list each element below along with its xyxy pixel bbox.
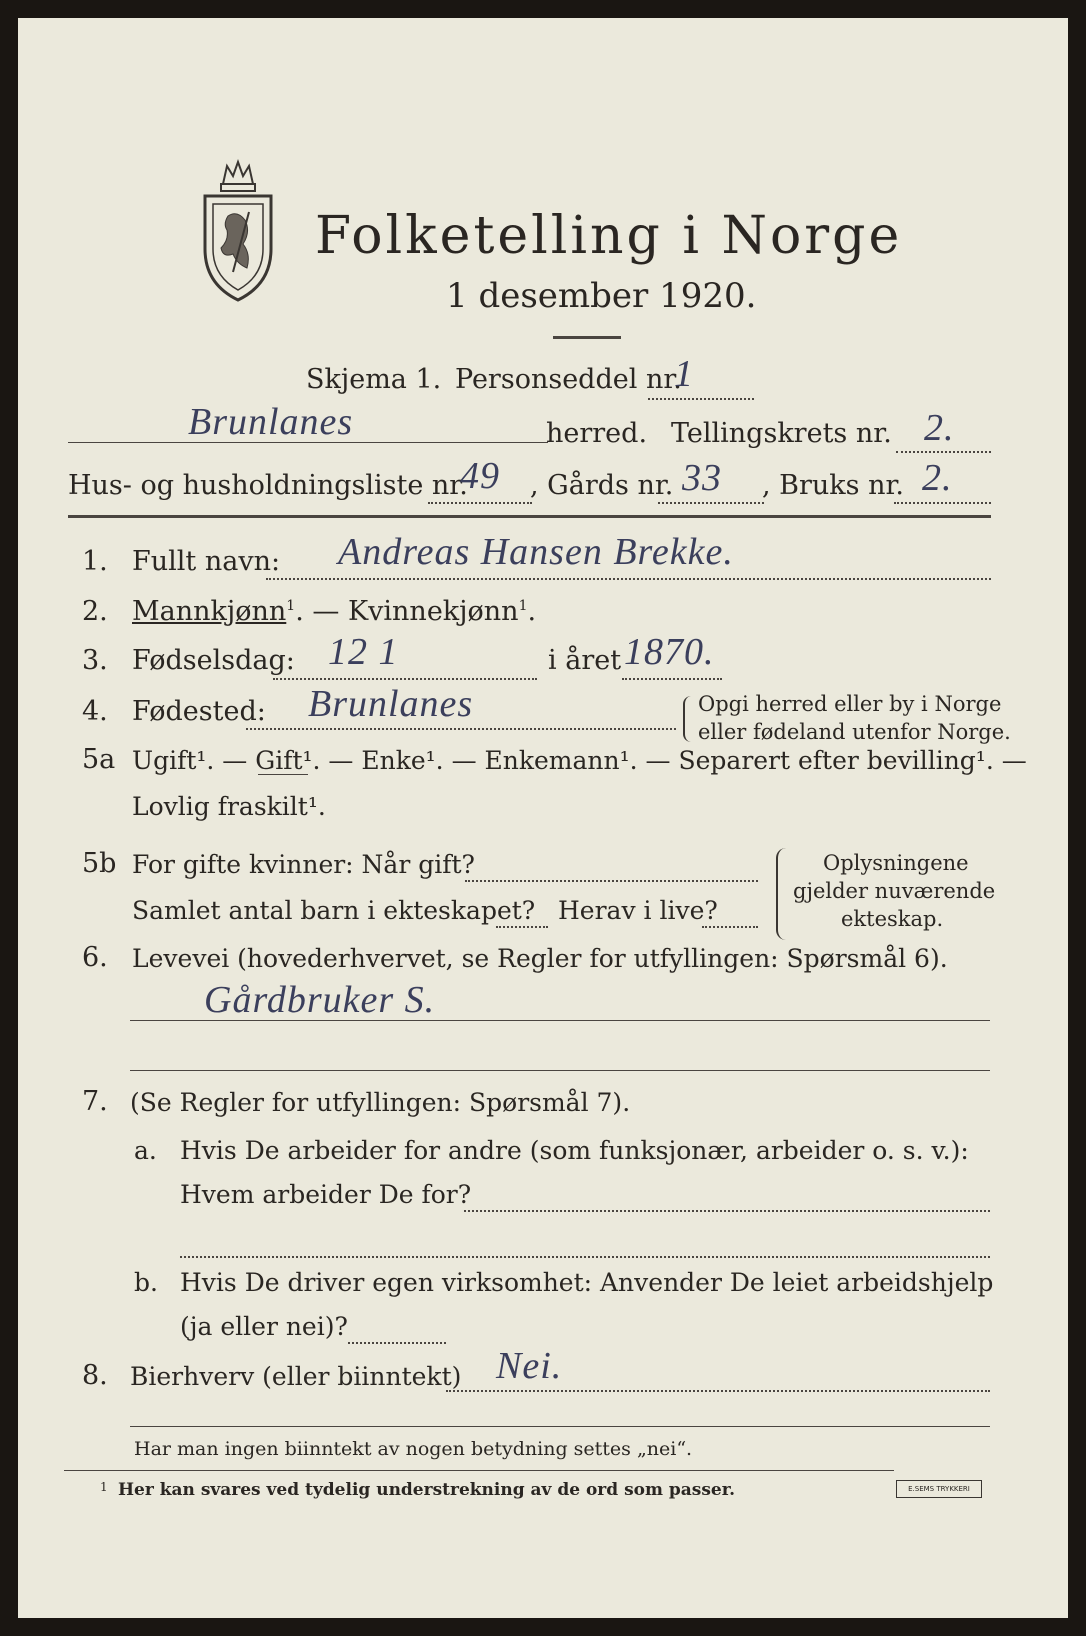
side-income-line-2: [130, 1426, 990, 1427]
q7a-line1: Hvis De arbeider for andre (som funksjonær, arbeider o. s. v.):: [180, 1136, 969, 1165]
q5b-note-3: ekteskap.: [841, 907, 944, 931]
year-label: i året: [548, 645, 622, 676]
full-name-value: Andreas Hansen Brekke.: [338, 531, 734, 573]
footnote-text: Her kan svares ved tydelig understrekning av de ord som passer.: [118, 1480, 736, 1500]
q2-sup1: 1: [286, 598, 296, 614]
year-line: [622, 678, 722, 680]
q3-label: Fødselsdag:: [132, 645, 295, 676]
q2-number: 2.: [82, 596, 108, 627]
footer-divider: [64, 1470, 894, 1471]
q2-sup2: 1: [518, 598, 528, 614]
tellingskrets-line: [896, 451, 991, 453]
q7b-line2: (ja eller nei)?: [180, 1312, 348, 1341]
q2-end: .: [527, 596, 537, 627]
personseddel-label: Personseddel nr.: [455, 364, 682, 395]
occupation-line-2: [130, 1070, 990, 1071]
bruks-label: , Bruks nr.: [762, 470, 905, 501]
q4-label: Fødested:: [132, 696, 266, 727]
birthday-value: 12 1: [328, 631, 399, 673]
married-when-line: [465, 880, 758, 882]
schema-label: Skjema 1.: [306, 364, 442, 395]
q7-number: 7.: [82, 1086, 108, 1117]
q5b-line1: For gifte kvinner: Når gift?: [132, 850, 475, 879]
q5b-note-2: gjelder nuværende: [793, 879, 996, 903]
q7-label: (Se Regler for utfyllingen: Spørsmål 7).: [130, 1088, 631, 1117]
gards-line: [658, 502, 764, 504]
header-divider: [68, 515, 991, 518]
side-income-value: Nei.: [496, 1345, 563, 1387]
q5b-children-label: Samlet antal barn i ekteskapet?: [132, 896, 536, 925]
q2-options: [132, 596, 536, 627]
q7b-letter: b.: [134, 1268, 158, 1297]
q5b-note-1: Oplysningene: [823, 851, 969, 875]
q4-note-2: eller fødeland utenfor Norge.: [698, 720, 1011, 744]
q2-dash: . —: [295, 596, 340, 627]
herred-label: herred.: [546, 418, 648, 449]
children-count-line: [496, 926, 548, 928]
census-date: 1 desember 1920.: [446, 276, 757, 316]
occupation-value: Gårdbruker S.: [204, 979, 436, 1021]
q7b-line1: Hvis De driver egen virksomhet: Anvender De leiet arbeidshjelp: [180, 1268, 994, 1297]
tellingskrets-label: Tellingskrets nr.: [671, 418, 892, 449]
q4-number: 4.: [82, 696, 108, 727]
occupation-line-1: [130, 1020, 990, 1021]
title-divider: [553, 336, 621, 339]
census-form-page: [18, 18, 1068, 1618]
q7a-letter: a.: [134, 1136, 157, 1165]
q7a-line2: Hvem arbeider De for?: [180, 1180, 472, 1209]
q6-label: Levevei (hovederhvervet, se Regler for utfyllingen: Spørsmål 6).: [132, 944, 948, 973]
birth-year-value: 1870.: [624, 631, 715, 673]
side-income-line: [446, 1390, 990, 1392]
marital-status-options-2: Lovlig fraskilt¹.: [132, 792, 326, 821]
hired-help-line: [348, 1342, 446, 1344]
q4-line: [246, 728, 676, 730]
q1-label: Fullt navn:: [132, 546, 281, 577]
norwegian-coat-of-arms-icon: [193, 154, 283, 304]
husholdning-value: 49: [460, 455, 500, 497]
q1-number: 1.: [82, 546, 108, 577]
footer-note: Har man ingen biinntekt av nogen betydning settes „nei“.: [134, 1438, 693, 1460]
female-option: Kvinnekjønn: [347, 596, 519, 627]
bruks-line: [894, 502, 991, 504]
q5b-brace: [776, 848, 786, 940]
q8-number: 8.: [82, 1360, 108, 1391]
husholdning-line: [428, 502, 532, 504]
footnote-mark: 1: [100, 1480, 108, 1494]
q3-number: 3.: [82, 645, 108, 676]
q3-line: [273, 678, 537, 680]
husholdning-label: Hus- og husholdningsliste nr.: [68, 470, 468, 501]
q6-number: 6.: [82, 942, 108, 973]
q5a-number: 5a: [82, 744, 116, 775]
printer-stamp: E.SEMS TRYKKERI: [896, 1480, 982, 1498]
gards-label: , Gårds nr.: [530, 470, 674, 501]
q4-note-1: Opgi herred eller by i Norge: [698, 692, 1002, 716]
q5b-alive-label: Herav i live?: [558, 896, 718, 925]
q5b-number: 5b: [82, 848, 117, 879]
male-option: Mannkjønn: [132, 596, 287, 627]
tellingskrets-value: 2.: [924, 407, 955, 449]
children-alive-line: [702, 926, 758, 928]
q1-line: [266, 578, 991, 580]
form-title: Folketelling i Norge: [315, 206, 903, 266]
q8-label: Bierhverv (eller biinntekt): [130, 1362, 462, 1391]
employer-line-2: [180, 1256, 990, 1258]
employer-line: [464, 1210, 990, 1212]
personseddel-value: 1: [674, 353, 694, 395]
gards-value: 33: [682, 457, 722, 499]
q4-brace: [683, 696, 691, 742]
marital-status-options: Ugift¹. — Gift¹. — Enke¹. — Enkemann¹. — Separert efter bevilling¹. —: [132, 746, 1027, 775]
bruks-value: 2.: [922, 457, 953, 499]
birthplace-value: Brunlanes: [308, 683, 474, 725]
herred-value: Brunlanes: [188, 401, 354, 443]
personseddel-line: [648, 398, 754, 400]
gift-underline: [258, 774, 308, 775]
